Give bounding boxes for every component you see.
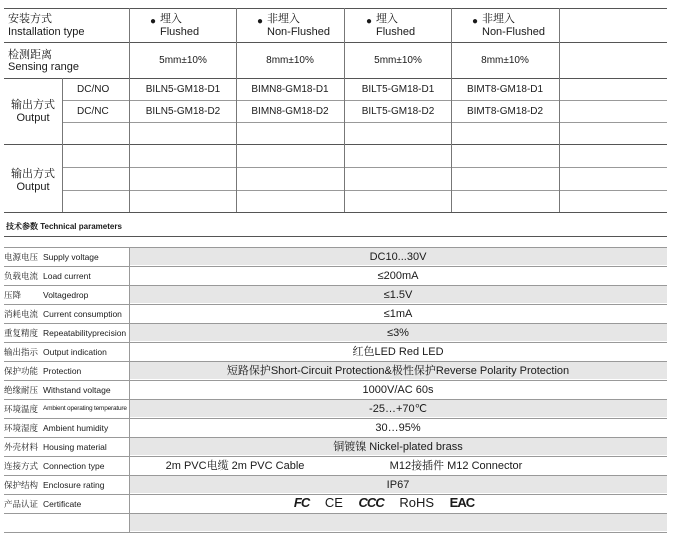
param-label-cn: 电源电压 — [4, 252, 39, 262]
type-en: Non-Flushed — [482, 26, 545, 38]
bullet-icon: ● — [366, 16, 373, 27]
param-label-cn: 连接方式 — [4, 461, 39, 471]
param-label-en: Ambient humidity — [43, 423, 109, 433]
type-cn: 埋入 — [376, 13, 398, 25]
type-en: Flushed — [376, 26, 416, 38]
certificate-logos — [288, 496, 480, 509]
output-label-cn: 输出方式 — [11, 168, 55, 180]
model-code: BIMT8-GM18-D1 — [466, 84, 544, 95]
ce-icon: CE — [324, 495, 343, 510]
param-value: ≤200mA — [377, 270, 419, 282]
param-label-en: Enclosure rating — [43, 480, 105, 490]
param-value: ≤1.5V — [383, 289, 413, 301]
model-code: BIMN8-GM18-D2 — [251, 106, 329, 117]
bullet-icon: ● — [150, 16, 157, 27]
type-cn: 非埋入 — [267, 13, 300, 25]
param-value: 铜镀镍 Nickel-plated brass — [333, 441, 463, 453]
param-label-en: Withstand voltage — [43, 385, 111, 395]
param-value-cable: 2m PVC电缆 2m PVC Cable — [165, 460, 305, 472]
fc-icon: FC — [293, 495, 310, 510]
type-cn: 埋入 — [160, 13, 182, 25]
param-label-en: Load current — [43, 271, 91, 281]
param-label-cn: 外壳材料 — [4, 442, 39, 452]
param-label-en: Voltagedrop — [43, 290, 89, 300]
param-value: DC10...30V — [369, 251, 427, 263]
param-label-cn: 输出指示 — [4, 347, 39, 357]
section-divider — [4, 236, 667, 237]
bullet-icon: ● — [257, 16, 264, 27]
param-label-cn: 保护结构 — [4, 480, 39, 490]
type-en: Non-Flushed — [267, 26, 330, 38]
param-label-cn: 环境湿度 — [4, 423, 39, 433]
installation-label-cn: 安装方式 — [8, 13, 52, 25]
param-label-cn: 重复精度 — [4, 328, 39, 338]
param-label-en: Output indication — [43, 347, 107, 357]
param-label-en: Certificate — [43, 499, 82, 509]
model-code: BILT5-GM18-D2 — [361, 106, 435, 117]
param-value: 短路保护Short-Circuit Protection&极性保护Reverse Polarity Protection — [226, 365, 570, 377]
param-label-en: Repeatabilityprecision — [43, 328, 127, 338]
sensing-value: 5mm±10% — [159, 55, 207, 66]
model-code: BILN5-GM18-D2 — [145, 106, 221, 117]
sensing-label-cn: 检测距离 — [8, 49, 52, 61]
param-label-cn: 负载电流 — [4, 271, 39, 281]
param-label-en: Ambient operating temperature — [43, 405, 127, 412]
sensing-value: 5mm±10% — [374, 55, 422, 66]
output-type-no: DC/NO — [77, 84, 110, 95]
eac-icon: EAC — [449, 495, 475, 510]
param-label-cn: 消耗电流 — [4, 309, 39, 319]
param-value: ≤1mA — [383, 308, 413, 320]
param-label-cn: 绝缘耐压 — [4, 385, 39, 395]
param-label-cn: 保护功能 — [4, 366, 39, 376]
rohs-icon: RoHS — [399, 495, 435, 510]
output-label-cn: 输出方式 — [11, 99, 55, 111]
param-value: 30…95% — [375, 422, 421, 434]
param-value: IP67 — [386, 479, 410, 491]
param-label-en: Housing material — [43, 442, 107, 452]
model-code: BIMN8-GM18-D1 — [251, 84, 329, 95]
installation-label-en: Installation type — [8, 26, 85, 38]
tech-params-title: 技术参数 Technical parameters — [6, 222, 122, 231]
type-en: Flushed — [160, 26, 200, 38]
output-label-en: Output — [16, 112, 50, 124]
bullet-icon: ● — [472, 16, 479, 27]
model-code: BILT5-GM18-D1 — [361, 84, 435, 95]
param-value: 1000V/AC 60s — [362, 384, 434, 396]
model-code: BILN5-GM18-D1 — [145, 84, 221, 95]
sensing-value: 8mm±10% — [481, 55, 529, 66]
param-value: -25…+70℃ — [369, 403, 427, 415]
type-cn: 非埋入 — [482, 13, 515, 25]
output-type-nc: DC/NC — [77, 106, 109, 117]
param-label-en: Current consumption — [43, 309, 122, 319]
param-value: 红色LED Red LED — [352, 346, 444, 358]
param-label-cn: 环境温度 — [4, 404, 39, 414]
sensing-value: 8mm±10% — [266, 55, 314, 66]
param-label-cn: 压降 — [4, 290, 22, 300]
param-label-en: Protection — [43, 366, 82, 376]
param-label-cn: 产品认证 — [4, 499, 39, 509]
param-value-connector: M12接插件 M12 Connector — [389, 460, 523, 472]
ccc-icon: CCC — [358, 495, 384, 510]
model-code: BIMT8-GM18-D2 — [466, 106, 544, 117]
param-value: ≤3% — [387, 327, 409, 339]
sensing-label-en: Sensing range — [8, 61, 79, 73]
param-label-en: Connection type — [43, 461, 105, 471]
output-label-en: Output — [16, 181, 50, 193]
param-label-en: Supply voltage — [43, 252, 99, 262]
